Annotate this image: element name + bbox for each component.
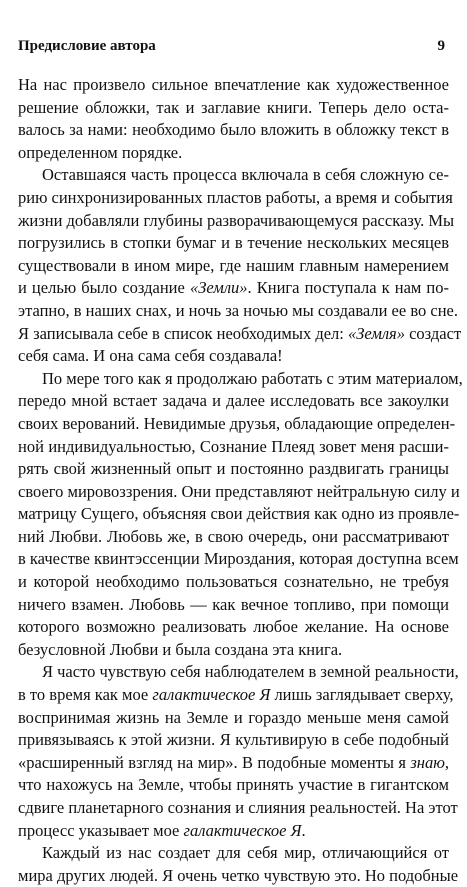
text-line: решение обложки, так и заглавие книги. Теперь дело оста- [18, 97, 449, 117]
text-line: рию синхронизированных пластов работы, а время и события [18, 187, 453, 207]
text-line: жизни добавляли глубины разворачивающемуся рассказу. Мы [18, 210, 455, 230]
text-line: этапно, в наших снах, и ночь за ночью мы создавали ее во сне. [18, 300, 458, 320]
text-line: По мере того как я продолжаю работать с этим материалом, [42, 368, 463, 388]
text-line: На нас произвело сильное впечатление как художественное [18, 75, 449, 94]
text-line: погрузились в стопки бумаг и в течение нескольких месяцев [18, 233, 449, 253]
text-line: себя сама. И она сама себя создавала! [18, 346, 283, 366]
text-line: ной индивидуальностью, Сознание Плеяд зовет меня расши- [18, 436, 449, 456]
text-line: передо мной встает задача и далее исследовать все закоулки [18, 391, 449, 411]
text-line: рять свой жизненный опыт и постоянно раздвигать границы [18, 459, 449, 479]
text-line: Каждый из нас создает для себя мир, отличающийся от [42, 843, 449, 863]
text-line: что нахожусь на Земле, чтобы принять участие в гигантском [18, 775, 449, 795]
body-text [18, 74, 463, 887]
text-line: привязываясь к этой жизни. Я культивирую в себе подобный [18, 730, 449, 750]
text-line: своего мировоззрения. Они представляют нейтральную силу и [18, 481, 460, 501]
page-number: 9 [437, 38, 445, 54]
text-line: безусловной Любви и была создана эта книга. [18, 639, 343, 659]
text-line: «расширенный взгляд на мир». В подобные моменты я знаю, [18, 752, 449, 772]
text-line: сдвиге планетарного сознания и слияния реальностей. На этот [18, 798, 458, 817]
text-line: воспринимая жизнь на Земле и гораздо меньше меня самой [18, 707, 449, 727]
text-line: Оставшаяся часть процесса включала в себя сложную се- [42, 165, 449, 185]
text-line: ничего взамен. Любовь — как вечное топливо, при помощи [18, 594, 449, 614]
text-line: которого возможно реализовать любое желание. На основе [18, 617, 449, 637]
chapter-title: Предисловие автора [18, 38, 156, 54]
text-line: и целью было создание «Земли». Книга поступала к нам по- [18, 278, 450, 298]
text-line: и которой необходимо пользоваться сознательно, не требуя [18, 572, 449, 592]
text-line: определенном порядке. [18, 142, 183, 162]
text-line: ний Любви. Любовь же, в свою очередь, они рассматривают [18, 526, 449, 546]
running-header [18, 38, 449, 60]
text-line: валось за нами: необходимо было вложить в обложку текст в [18, 120, 449, 140]
text-line: Я записывала себе в список необходимых дел: «Земля» создаст [18, 323, 462, 343]
text-line: в качестве квинтэссенции Мироздания, которая доступна всем [18, 549, 459, 569]
text-line: в то время как мое галактическое Я лишь заглядывает сверху, [18, 685, 454, 705]
text-line: своих верований. Невидимые друзья, обладающие определен- [18, 413, 456, 433]
text-line: процесс указывает мое галактическое Я. [18, 820, 306, 840]
text-line: матрицу Сущего, объясняя свои действия как одно из проявле- [18, 504, 460, 524]
text-line: мира других людей. Я очень четко чувствую это. Но подобные [18, 865, 459, 885]
text-line: существовали в ином мире, где нашим главным намерением [18, 255, 449, 275]
text-line: Я часто чувствую себя наблюдателем в земной реальности, [42, 662, 459, 682]
